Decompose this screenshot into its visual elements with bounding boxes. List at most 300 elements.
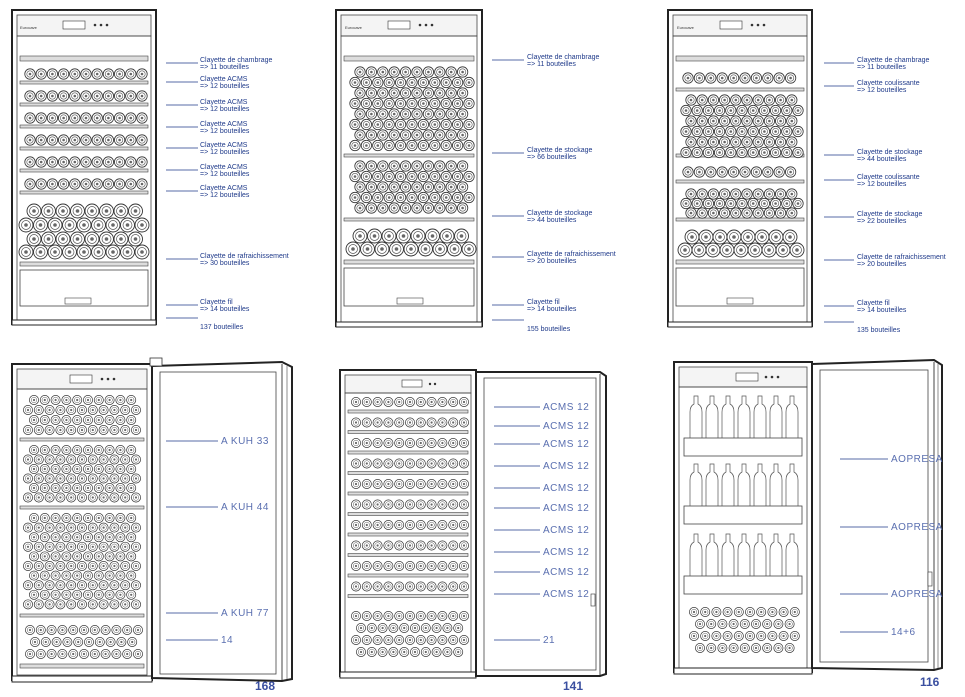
bottle-icon <box>782 147 792 157</box>
bottle-icon <box>362 459 371 468</box>
bottle-icon <box>127 590 136 599</box>
bottle-icon <box>770 198 780 208</box>
bottle-icon <box>449 500 458 509</box>
bottle-icon <box>389 203 399 213</box>
bottle-icon <box>51 552 60 561</box>
bottle-icon <box>748 243 762 257</box>
bottle-icon <box>774 167 784 177</box>
label-5-1: ACMS 12 <box>543 421 590 432</box>
bottle-icon <box>427 611 436 620</box>
bottle-icon <box>23 474 32 483</box>
bottle-icon <box>416 582 425 591</box>
bottle-icon <box>47 649 56 658</box>
bottle-icon <box>110 455 119 464</box>
bottle-icon <box>52 637 61 646</box>
bottle-icon <box>362 479 371 488</box>
bottle-icon <box>787 137 797 147</box>
bottle-icon <box>412 203 422 213</box>
bottle-icon <box>69 625 78 634</box>
bottle-icon <box>121 600 130 609</box>
bottle-icon <box>764 95 774 105</box>
bottle-icon <box>92 157 102 167</box>
bottle-icon <box>441 140 451 150</box>
bottle-icon <box>361 192 371 202</box>
bottle-icon <box>745 607 754 616</box>
bottle-icon <box>714 198 724 208</box>
bottle-icon <box>419 242 433 256</box>
bottle-icon <box>443 647 452 656</box>
bottle-icon <box>430 192 440 202</box>
bottle-icon <box>395 98 405 108</box>
bottle-icon <box>77 474 86 483</box>
bottle-icon <box>83 395 92 404</box>
bottle-icon <box>45 493 54 502</box>
bottle-icon <box>99 561 108 570</box>
bottle-icon <box>114 204 128 218</box>
label-6-2: AOPRESA <box>891 589 943 600</box>
bottle-icon <box>449 438 458 447</box>
label-4-1: A KUH 44 <box>221 502 269 513</box>
bottle-icon <box>389 88 399 98</box>
bottle-icon <box>29 571 38 580</box>
bottle-icon <box>384 611 393 620</box>
bottle-icon <box>723 607 732 616</box>
label-3-1b: => 12 bouteilles <box>857 87 907 94</box>
bottle-icon <box>418 98 428 108</box>
bottle-icon <box>351 561 360 570</box>
label-3-3b: => 12 bouteilles <box>857 181 907 188</box>
bottle-icon <box>742 137 752 147</box>
bottle-icon <box>723 631 732 640</box>
bottle-icon <box>83 590 92 599</box>
bottle-icon <box>438 541 447 550</box>
bottle-icon <box>362 438 371 447</box>
bottle-icon <box>384 561 393 570</box>
bottle-icon <box>692 105 702 115</box>
label-3-0: Clayette de chambrage <box>857 57 930 64</box>
bottle-icon <box>382 229 396 243</box>
bottle-icon <box>395 611 404 620</box>
bottle-icon <box>418 171 428 181</box>
bottle-icon <box>34 405 43 414</box>
bottle-icon <box>459 500 468 509</box>
label-5-2: ACMS 12 <box>543 439 590 450</box>
bottle-icon <box>678 243 692 257</box>
bottle-icon <box>137 69 147 79</box>
bottle-icon <box>62 464 71 473</box>
bottle-icon <box>418 192 428 202</box>
bottle-icon <box>367 623 376 632</box>
bottle-icon <box>110 542 119 551</box>
bottle-icon <box>427 500 436 509</box>
bottle-icon <box>105 590 114 599</box>
bottle-icon <box>706 167 716 177</box>
bottle-icon <box>464 171 474 181</box>
bottle-icon <box>435 203 445 213</box>
bottle-icon <box>126 113 136 123</box>
shelf <box>684 438 802 456</box>
bottle-icon <box>775 208 785 218</box>
bottle-icon <box>29 552 38 561</box>
bottle-icon <box>446 182 456 192</box>
bottle-icon <box>373 611 382 620</box>
bottle-icon <box>423 203 433 213</box>
bottle-icon <box>373 98 383 108</box>
bottle-icon <box>56 455 65 464</box>
bottle-icon <box>77 561 86 570</box>
bottle-icon <box>351 635 360 644</box>
label-1-8: Clayette fil <box>200 299 233 306</box>
bottle-icon <box>384 397 393 406</box>
bottle-icon <box>430 119 440 129</box>
bottle-icon <box>83 571 92 580</box>
bottle-icon <box>350 119 360 129</box>
bottle-icon <box>36 649 45 658</box>
bottle-icon <box>400 130 410 140</box>
bottle-icon <box>34 245 48 259</box>
svg-text:Eurocave: Eurocave <box>345 25 362 30</box>
bottle-icon <box>366 203 376 213</box>
bottle-icon <box>416 611 425 620</box>
bottle-icon <box>416 479 425 488</box>
bottle-icon <box>34 218 48 232</box>
shelf <box>348 595 468 598</box>
bottle-icon <box>770 105 780 115</box>
bottle-icon <box>464 140 474 150</box>
bottle-icon <box>73 513 82 522</box>
bottle-icon <box>457 109 467 119</box>
label-1-7b: => 30 bouteilles <box>200 260 250 267</box>
bottle-icon <box>94 571 103 580</box>
bottle-icon <box>103 179 113 189</box>
bottle-icon <box>435 109 445 119</box>
label-4-2: A KUH 77 <box>221 608 269 619</box>
bottle-icon <box>121 561 130 570</box>
bottle-icon <box>123 649 132 658</box>
bottle-icon <box>727 230 741 244</box>
bottle-icon <box>757 607 766 616</box>
bottle-icon <box>81 69 91 79</box>
bottle-icon <box>133 649 142 658</box>
bottle-icon <box>105 395 114 404</box>
bottle-icon <box>56 523 65 532</box>
bottle-icon <box>427 397 436 406</box>
total-1: 137 bouteilles <box>200 324 244 331</box>
label-1-4: Clayette ACMS <box>200 142 248 149</box>
bottle-icon <box>94 513 103 522</box>
bottle-icon <box>373 140 383 150</box>
bottle-icon <box>764 137 774 147</box>
bottle-icon <box>105 483 114 492</box>
bottle-icon <box>745 631 754 640</box>
bottle-icon <box>759 147 769 157</box>
bottle-icon <box>90 625 99 634</box>
shelf <box>20 125 148 128</box>
bottle-icon <box>127 445 136 454</box>
bottle-icon <box>355 109 365 119</box>
label-6-3: 14+6 <box>891 627 916 638</box>
bottle-icon <box>731 95 741 105</box>
bottle-icon <box>116 445 125 454</box>
bottle-icon <box>412 130 422 140</box>
bottle-icon <box>34 581 43 590</box>
label-3-0b: => 11 bouteilles <box>857 64 906 71</box>
bottle-icon <box>734 631 743 640</box>
bottle-icon <box>783 230 797 244</box>
bottle-icon <box>77 405 86 414</box>
bottle-icon <box>366 67 376 77</box>
bottle-icon <box>729 619 738 628</box>
bottle-icon <box>70 91 80 101</box>
bottle-icon <box>373 541 382 550</box>
bottle-icon <box>77 245 91 259</box>
bottle-icon <box>83 464 92 473</box>
bottle-icon <box>88 474 97 483</box>
bottle-icon <box>350 171 360 181</box>
labels-cabinet-3 <box>824 57 946 334</box>
bottle-icon <box>779 607 788 616</box>
bottle-icon <box>719 189 729 199</box>
bottle-icon <box>373 418 382 427</box>
bottle-icon <box>405 541 414 550</box>
bottle-icon <box>114 232 128 246</box>
bottle-icon <box>681 126 691 136</box>
bottle-icon <box>707 619 716 628</box>
bottle-icon <box>62 483 71 492</box>
bottle-icon <box>405 459 414 468</box>
label-1-3: Clayette ACMS <box>200 121 248 128</box>
bottle-icon <box>430 77 440 87</box>
bottle-icon <box>438 520 447 529</box>
bottle-icon <box>47 179 57 189</box>
bottle-icon <box>441 77 451 87</box>
label-5-7: ACMS 12 <box>543 547 590 558</box>
label-6-1: AOPRESA <box>891 522 943 533</box>
shelf <box>348 574 468 577</box>
bottle-icon <box>34 523 43 532</box>
label-2-2b: => 44 bouteilles <box>527 217 577 224</box>
bottle-icon <box>73 533 82 542</box>
bottle-icon <box>36 91 46 101</box>
bottle-icon <box>29 513 38 522</box>
bottle-icon <box>366 161 376 171</box>
shelf <box>684 506 802 524</box>
bottle-icon <box>775 189 785 199</box>
bottle-icon <box>457 161 467 171</box>
bottle-icon <box>351 459 360 468</box>
bottle-icon <box>355 88 365 98</box>
bottle-icon <box>423 130 433 140</box>
bottle-icon <box>731 137 741 147</box>
bottle-icon <box>686 137 696 147</box>
bottle-icon <box>25 91 35 101</box>
bottle-icon <box>71 204 85 218</box>
label-1-4b: => 12 bouteilles <box>200 149 250 156</box>
bottle-icon <box>133 625 142 634</box>
bottle-icon <box>737 105 747 115</box>
bottle-icon <box>793 105 803 115</box>
bottle-icon <box>740 167 750 177</box>
bottle-icon <box>446 203 456 213</box>
bottle-icon <box>405 611 414 620</box>
bottle-icon <box>114 157 124 167</box>
bottle-icon <box>703 105 713 115</box>
bottle-icon <box>412 88 422 98</box>
bottle-icon <box>101 625 110 634</box>
bottle-icon <box>740 643 749 652</box>
bottle-icon <box>45 425 54 434</box>
bottle-icon <box>77 542 86 551</box>
label-2-4b: => 14 bouteilles <box>527 306 577 313</box>
bottle-icon <box>67 523 76 532</box>
bottle-icon <box>99 405 108 414</box>
bottle-icon <box>734 243 748 257</box>
bottle-icon <box>416 397 425 406</box>
bottle-icon <box>407 98 417 108</box>
bottle-icon <box>88 561 97 570</box>
bottle-icon <box>751 619 760 628</box>
bottle-icon <box>695 643 704 652</box>
bottle-icon <box>731 189 741 199</box>
bottle-icon <box>755 230 769 244</box>
bottle-icon <box>719 116 729 126</box>
bottle-icon <box>67 474 76 483</box>
bottle-icon <box>405 438 414 447</box>
bottle-icon <box>23 542 32 551</box>
bottle-icon <box>418 119 428 129</box>
bottle-icon <box>770 147 780 157</box>
bottle-icon <box>452 192 462 202</box>
bottle-icon <box>127 533 136 542</box>
label-2-0b: => 11 bouteilles <box>527 61 576 68</box>
bottle-icon <box>389 130 399 140</box>
bottle-icon <box>77 218 91 232</box>
bottle-icon <box>127 464 136 473</box>
bottle-icon <box>430 98 440 108</box>
bottle-icon <box>435 182 445 192</box>
bottle-icon <box>384 479 393 488</box>
bottle-icon <box>85 204 99 218</box>
bottle-icon <box>127 571 136 580</box>
bottle-icon <box>350 192 360 202</box>
bottle-icon <box>29 590 38 599</box>
label-5-6: ACMS 12 <box>543 525 590 536</box>
bottle-icon <box>116 552 125 561</box>
bottle-icon <box>73 395 82 404</box>
bottle-icon <box>106 245 120 259</box>
bottle-icon <box>449 479 458 488</box>
bottle-icon <box>346 242 360 256</box>
bottle-icon <box>67 455 76 464</box>
bottle-icon <box>748 147 758 157</box>
bottle-icon <box>34 474 43 483</box>
bottle-icon <box>697 95 707 105</box>
bottle-icon <box>459 459 468 468</box>
bottle-icon <box>351 541 360 550</box>
label-3-2b: => 44 bouteilles <box>857 156 907 163</box>
bottle-icon <box>356 623 365 632</box>
bottle-icon <box>95 637 104 646</box>
bottle-icon <box>404 242 418 256</box>
label-2-3: Clayette de rafraichissement <box>527 251 616 258</box>
bottle-icon <box>351 500 360 509</box>
bottle-icon <box>373 520 382 529</box>
bottle-icon <box>77 523 86 532</box>
bottle-icon <box>350 77 360 87</box>
bottle-icon <box>23 405 32 414</box>
bottle-icon <box>405 561 414 570</box>
bottle-icon <box>40 533 49 542</box>
label-1-0: Clayette de chambrage <box>200 57 273 64</box>
bottle-icon <box>782 198 792 208</box>
label-1-1: Clayette ACMS <box>200 76 248 83</box>
bottle-icon <box>79 649 88 658</box>
bottle-icon <box>110 405 119 414</box>
bottle-icon <box>70 179 80 189</box>
bottle-icon <box>126 179 136 189</box>
bottle-icon <box>116 533 125 542</box>
bottle-icon <box>70 157 80 167</box>
bottle-icon <box>423 109 433 119</box>
bottle-icon <box>47 91 57 101</box>
bottle-icon <box>742 95 752 105</box>
bottle-icon <box>34 561 43 570</box>
bottle-icon <box>45 600 54 609</box>
bottle-icon <box>110 581 119 590</box>
label-3-2: Clayette de stockage <box>857 149 923 156</box>
bottle-icon <box>706 73 716 83</box>
bottle-icon <box>83 552 92 561</box>
bottle-icon <box>440 229 454 243</box>
label-2-0: Clayette de chambrage <box>527 54 600 61</box>
bottle-icon <box>692 147 702 157</box>
bottle-icon <box>464 77 474 87</box>
bottle-icon <box>351 611 360 620</box>
bottle-icon <box>51 464 60 473</box>
bottle-icon <box>378 647 387 656</box>
bottle-icon <box>707 643 716 652</box>
shelf <box>348 431 468 434</box>
bottle-icon <box>56 581 65 590</box>
bottle-icon <box>395 438 404 447</box>
bottle-icon <box>452 171 462 181</box>
bottle-icon <box>416 418 425 427</box>
bottle-icon <box>36 179 46 189</box>
bottle-icon <box>121 542 130 551</box>
bottle-icon <box>51 571 60 580</box>
bottle-icon <box>441 98 451 108</box>
bottle-icon <box>384 98 394 108</box>
bottle-icon <box>25 179 35 189</box>
bottle-icon <box>110 523 119 532</box>
bottle-icon <box>103 113 113 123</box>
bottle-icon <box>731 116 741 126</box>
bottle-icon <box>384 541 393 550</box>
shelf <box>20 81 148 84</box>
bottle-icon <box>717 73 727 83</box>
bottle-icon <box>56 405 65 414</box>
bottle-icon <box>73 483 82 492</box>
bottle-icon <box>25 157 35 167</box>
bottle-icon <box>105 533 114 542</box>
bottle-icon <box>121 405 130 414</box>
bottle-icon <box>73 415 82 424</box>
bottle-icon <box>367 647 376 656</box>
bottle-icon <box>356 647 365 656</box>
bottle-icon <box>378 623 387 632</box>
bottle-icon <box>79 625 88 634</box>
bottle-icon <box>34 493 43 502</box>
